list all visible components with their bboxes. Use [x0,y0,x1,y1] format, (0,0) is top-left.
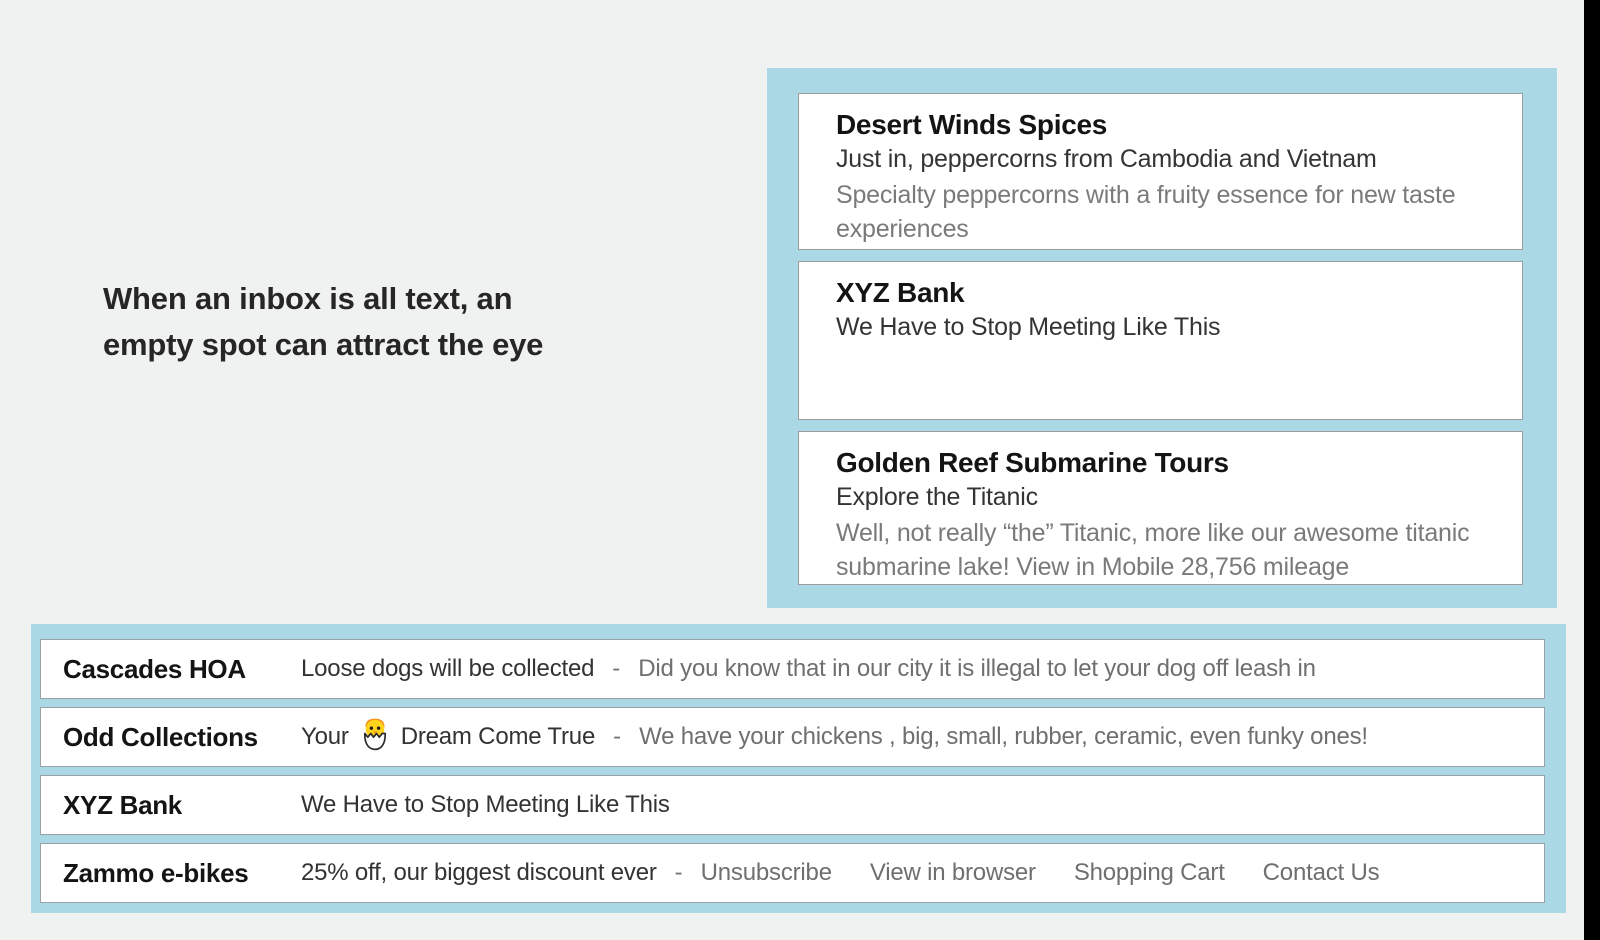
email-row[interactable] [40,707,1545,767]
email-subject: We Have to Stop Meeting Like This [836,313,1221,341]
email-sender: Cascades HOA [63,653,246,684]
caption-line-1: When an inbox is all text, an [103,281,513,316]
email-row[interactable] [40,775,1545,835]
caption-line-2: empty spot can attract the eye [103,327,544,362]
caption [103,276,723,368]
email-sender: Desert Winds Spices [836,109,1108,140]
shopping-cart-link[interactable]: Shopping Cart [1073,859,1225,886]
email-sender: Golden Reef Submarine Tours [836,447,1229,478]
email-subject-suffix: Dream Come True [400,723,596,750]
email-preview: Did you know that in our city it is illegal to let your dog off leash in [638,655,1316,682]
email-subject: Loose dogs will be collected [301,655,595,682]
separator: - [613,723,622,750]
contact-us-link[interactable]: Contact Us [1262,859,1380,886]
email-sender: Zammo e-bikes [63,857,249,888]
view-in-browser-link[interactable]: View in browser [869,859,1036,886]
email-preview: We have your chickens , big, small, rubber, ceramic, even funky ones! [639,723,1368,750]
email-card[interactable] [798,261,1523,420]
email-subject: We Have to Stop Meeting Like This [301,791,670,818]
email-sender: XYZ Bank [836,277,965,308]
email-card[interactable] [798,93,1523,250]
right-edge-bar [1584,0,1600,940]
email-subject-prefix: Your [301,723,349,750]
email-subject: Just in, peppercorns from Cambodia and Vietnam [836,145,1377,173]
email-row[interactable] [40,639,1545,699]
email-footer-links [701,859,1380,887]
email-subject [301,719,595,755]
email-subject: Explore the Titanic [836,483,1038,511]
email-subject: 25% off, our biggest discount ever [301,859,657,886]
separator: - [612,655,621,682]
separator: - [674,859,683,886]
inbox-cards-panel [767,68,1557,608]
inbox-list-panel [31,624,1566,913]
email-preview: Specialty peppercorns with a fruity essence for new taste experiences [836,181,1456,243]
hatching-chick-icon [358,716,392,752]
email-card[interactable] [798,431,1523,585]
email-preview: Well, not really “the” Titanic, more like our awesome titanic submarine lake! View in Mobile 28,756 mileage [836,519,1470,581]
email-row[interactable] [40,843,1545,903]
unsubscribe-link[interactable]: Unsubscribe [700,859,832,886]
email-sender: XYZ Bank [63,789,182,820]
email-sender: Odd Collections [63,721,258,752]
